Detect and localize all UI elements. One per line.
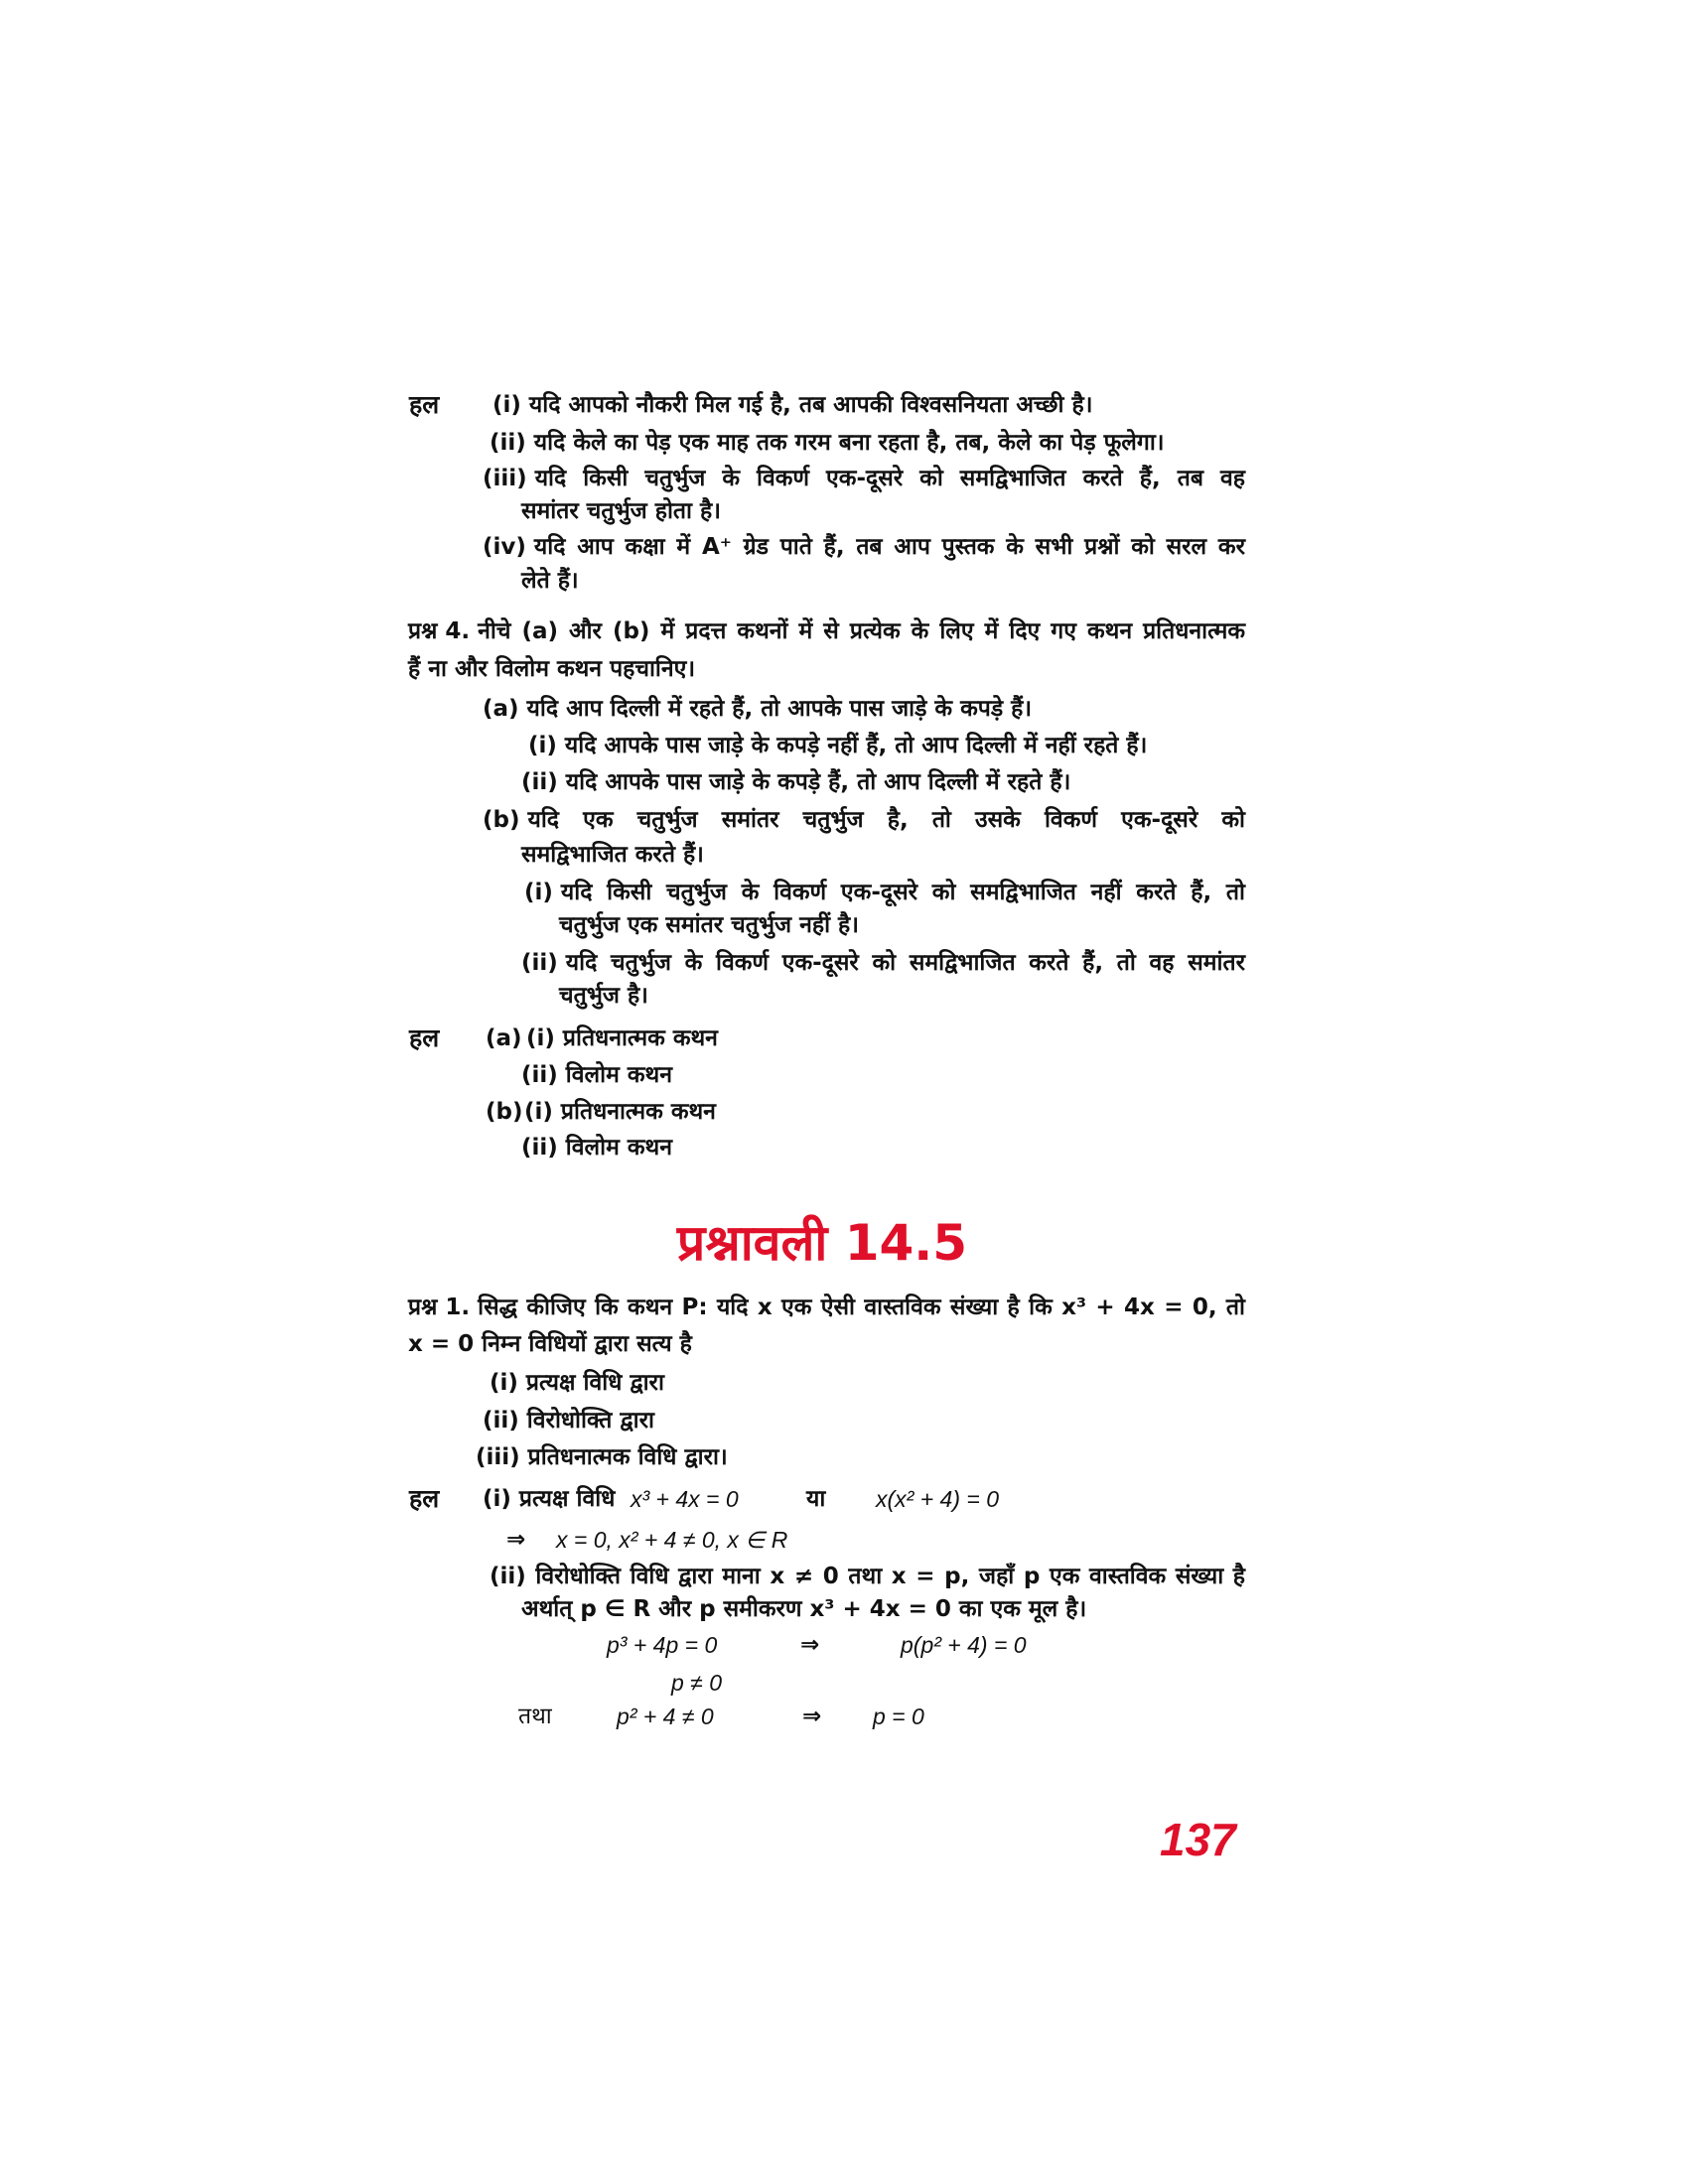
item-label: (iv) xyxy=(483,534,526,560)
statement-b-i xyxy=(524,878,1245,907)
item-label: (ii) xyxy=(521,769,558,795)
tatha-text: तथा xyxy=(518,1704,552,1729)
statement-a-ii xyxy=(521,767,1070,797)
method-2: (ii) विरोधोक्ति द्वारा xyxy=(483,1408,654,1433)
item-continuation: लेते हैं। xyxy=(521,568,579,594)
item-label: (i) xyxy=(528,733,557,758)
solution-label: हल xyxy=(409,1484,440,1513)
solution-item xyxy=(483,464,1245,493)
question-label: प्रश्न 1. xyxy=(408,1295,471,1320)
question-continuation: हैं ना और विलोम कथन पहचानिए। xyxy=(408,656,696,682)
item-text: यदि आप दिल्ली में रहते हैं, तो आपके पास जाड़े के कपड़े हैं। xyxy=(526,696,1033,722)
page-number: 137 xyxy=(1160,1814,1236,1865)
item-continuation: समांतर चतुर्भुज होता है। xyxy=(521,498,721,524)
contradiction-method: (ii) विरोधोक्ति विधि द्वारा माना x ≠ 0 तथा x = p, जहाँ p एक वास्तविक संख्या है xyxy=(490,1564,1245,1589)
answer-b-ii: (ii) विलोम कथन xyxy=(521,1135,672,1160)
equation: p³ + 4p = 0 xyxy=(607,1632,718,1658)
item-label: (ii) xyxy=(490,430,526,456)
item-text: यदि एक चतुर्भुज समांतर चतुर्भुज है, तो उसके विकर्ण एक-दूसरे को xyxy=(527,807,1245,833)
direct-method-label: (i) प्रत्यक्ष विधि xyxy=(483,1486,616,1512)
question-text: सिद्ध कीजिए कि कथन P: यदि x एक ऐसी वास्तविक संख्या है कि x³ + 4x = 0, तो xyxy=(478,1295,1245,1320)
equation: p = 0 xyxy=(873,1704,924,1729)
question-text: नीचे (a) और (b) में प्रदत्त कथनों में से प्रत्येक के लिए में दिए गए कथन प्रतिधनात्मक xyxy=(478,618,1245,644)
implies-symbol: ⇒ xyxy=(506,1527,526,1553)
equation: x = 0, x² + 4 ≠ 0, x ∈ R xyxy=(556,1527,788,1553)
item-text: यदि आप कक्षा में A⁺ ग्रेड पाते हैं, तब आप पुस्तक के सभी प्रश्नों को सरल कर xyxy=(533,534,1245,560)
item-label: (b) xyxy=(483,807,520,833)
item-text: यदि आपके पास जाड़े के कपड़े नहीं हैं, तो आप दिल्ली में नहीं रहते हैं। xyxy=(564,733,1148,758)
implies-symbol: ⇒ xyxy=(800,1632,820,1658)
answer-b-i: (i) प्रतिधनात्मक कथन xyxy=(524,1099,716,1125)
solution-label: हल xyxy=(409,1024,440,1052)
solution-item xyxy=(483,532,1245,562)
item-label: (ii) xyxy=(521,950,558,976)
equation: x(x² + 4) = 0 xyxy=(876,1486,999,1512)
item-label: (i) xyxy=(492,392,521,418)
solution-item xyxy=(490,428,1165,458)
statement-a-i xyxy=(528,731,1147,760)
answer-b-label: (b) xyxy=(486,1099,523,1125)
item-label: (i) xyxy=(524,880,553,905)
equation: x³ + 4x = 0 xyxy=(631,1486,739,1512)
question-4 xyxy=(408,616,1245,646)
item-text: यदि चतुर्भुज के विकर्ण एक-दूसरे को समद्विभाजित करते हैं, तो वह समांतर xyxy=(565,950,1245,976)
or-text: या xyxy=(806,1486,826,1512)
item-label: (iii) xyxy=(483,466,527,491)
question-1 xyxy=(408,1293,1245,1322)
item-continuation: चतुर्भुज एक समांतर चतुर्भुज नहीं है। xyxy=(559,912,859,938)
question-label: प्रश्न 4. xyxy=(408,618,471,644)
item-label: (a) xyxy=(483,696,519,722)
equation: p(p² + 4) = 0 xyxy=(901,1632,1027,1658)
statement-b xyxy=(483,805,1245,835)
statement-a xyxy=(483,694,1032,724)
answer-a-i: (i) प्रतिधनात्मक कथन xyxy=(526,1025,718,1051)
answer-a-label: (a) xyxy=(486,1025,522,1051)
item-continuation: समद्विभाजित करते हैं। xyxy=(521,842,704,868)
item-text: यदि किसी चतुर्भुज के विकर्ण एक-दूसरे को समद्विभाजित नहीं करते हैं, तो xyxy=(560,880,1245,905)
equation: p ≠ 0 xyxy=(671,1670,722,1696)
item-continuation: चतुर्भुज है। xyxy=(559,983,648,1009)
equation: p² + 4 ≠ 0 xyxy=(617,1704,714,1729)
solution-item xyxy=(492,390,1092,420)
answer-a-ii: (ii) विलोम कथन xyxy=(521,1062,672,1088)
solution-label: हल xyxy=(409,390,440,419)
statement-b-ii xyxy=(521,948,1245,978)
question-continuation: x = 0 निम्न विधियों द्वारा सत्य है xyxy=(408,1331,692,1357)
method-1: (i) प्रत्यक्ष विधि द्वारा xyxy=(490,1370,664,1396)
implies-symbol: ⇒ xyxy=(802,1704,822,1729)
item-text: यदि आपके पास जाड़े के कपड़े हैं, तो आप दिल्ली में रहते हैं। xyxy=(565,769,1071,795)
item-continuation: अर्थात् p ∈ R और p समीकरण x³ + 4x = 0 का एक मूल है। xyxy=(521,1596,1087,1622)
method-3: (iii) प्रतिधनात्मक विधि द्वारा। xyxy=(476,1444,728,1470)
item-text: यदि आपको नौकरी मिल गई है, तब आपकी विश्वसनियता अच्छी है। xyxy=(528,392,1093,418)
section-title: प्रश्नावली 14.5 xyxy=(676,1214,968,1272)
item-text: यदि केले का पेड़ एक माह तक गरम बना रहता है, तब, केले का पेड़ फूलेगा। xyxy=(533,430,1165,456)
item-text: यदि किसी चतुर्भुज के विकर्ण एक-दूसरे को समद्विभाजित करते हैं, तब वह xyxy=(534,466,1245,491)
